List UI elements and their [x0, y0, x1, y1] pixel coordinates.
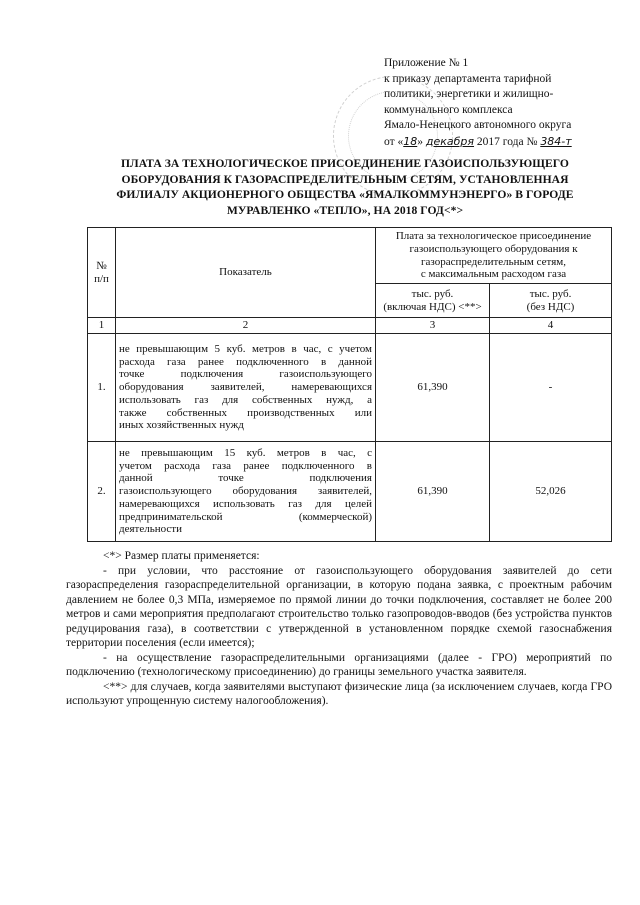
row-num: 1. — [88, 334, 116, 442]
footnote-1: <*> Размер платы применяется: — [103, 550, 260, 562]
row-value-with-vat: 61,390 — [376, 442, 490, 542]
fee-table — [87, 227, 612, 542]
table-index-row: 1 2 3 4 — [88, 318, 612, 334]
appendix-line: коммунального комплекса — [384, 103, 513, 116]
row-indicator: не превышающим 5 куб. метров в час, с учетом расхода газа ранее подключенного в данной точке подключения газоиспользующего оборудования заявителей, намеревающихся использовать газ для собственных нужд, а также собственных производственных или иных хозяйственных нужд — [116, 334, 376, 442]
header-without-vat: тыс. руб. (без НДС) — [490, 284, 612, 318]
table-row — [88, 334, 612, 442]
row-value-without-vat: 52,026 — [490, 442, 612, 542]
document-title: ПЛАТА ЗА ТЕХНОЛОГИЧЕСКОЕ ПРИСОЕДИНЕНИЕ ГАЗОИСПОЛЬЗУЮЩЕГО ОБОРУДОВАНИЯ К ГАЗОРАСПРЕДЕЛИТЕЛЬНЫМ СЕТЯМ, УСТАНОВЛЕННАЯ ФИЛИАЛУ АКЦИОНЕРНОГО ОБЩЕСТВА «ЯМАЛКОММУНЭНЕРГО» В ГОРОДЕ МУРАВЛЕНКО «ТЕПЛО», НА 2018 ГОД<*> — [116, 157, 574, 217]
appendix-line: к приказу департамента тарифной — [384, 72, 552, 85]
table-row — [88, 442, 612, 542]
header-with-vat: тыс. руб. (включая НДС) <**> — [376, 284, 490, 318]
appendix-date: от «18» декабря 2017 года № 384-т — [384, 134, 572, 148]
header-num: № п/п — [88, 228, 116, 318]
appendix-title: Приложение № 1 — [384, 57, 469, 69]
header-fee-group: Плата за технологическое присоединение газоиспользующего оборудования к газораспределительным сетям, с максимальным расходом газа — [376, 228, 612, 284]
row-num: 2. — [88, 442, 116, 542]
row-value-with-vat: 61,390 — [376, 334, 490, 442]
appendix-line: политики, энергетики и жилищно- — [384, 88, 554, 100]
appendix-block — [384, 56, 624, 150]
footnote-condition-1: - при условии, что расстояние от газоиспользующего оборудования заявителей до сети газораспределения газораспределительной организации, в которую подана заявка, с проектным рабочим давлением не более 0,3 МПа, измеряемое по прямой линии до точки подключения, составляет не более 200 метров и сами мероприятия предполагают строительство только газопроводов-вводов (без устройства пунктов редуцирования газа), в соответствии с утвержденной в установленном порядке схемой газоснабжения территории поселения (если имеется); — [66, 564, 612, 649]
footnote-2: <**> для случаев, когда заявителями выступают физические лица (за исключением случаев, когда ГРО используют упрощенную систему налогообложения). — [66, 680, 612, 707]
footnotes — [66, 549, 612, 709]
footnote-condition-2: - на осуществление газораспределительными организациями (далее - ГРО) мероприятий по подключению (технологическому присоединению) до границы земельного участка заявителя. — [66, 651, 612, 678]
table-header-row — [88, 228, 612, 284]
header-indicator: Показатель — [116, 228, 376, 318]
date-month: декабря — [425, 134, 475, 148]
date-day: 18 — [403, 134, 418, 148]
row-value-without-vat: - — [490, 334, 612, 442]
order-number: 384-т — [540, 134, 572, 148]
row-indicator: не превышающим 15 куб. метров в час, с учетом расхода газа ранее подключенного в данной точке подключения газоиспользующего оборудования заявителей, намеревающихся использовать газ для целей предпринимательской (коммерческой) деятельности — [116, 442, 376, 542]
appendix-line: Ямало-Ненецкого автономного округа — [384, 119, 572, 131]
